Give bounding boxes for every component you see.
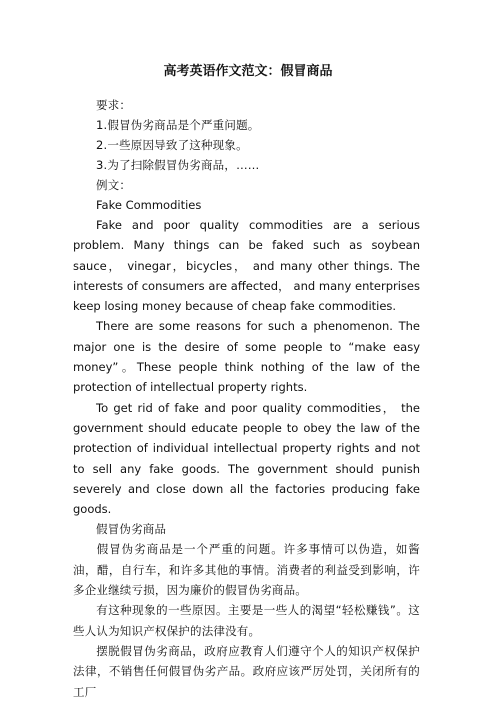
requirement-item: 1.假冒伪劣商品是个严重问题。 <box>96 118 260 132</box>
translation-paragraph-text: 有这种现象的一些原因。主要是一些人的渴望“轻松赚钱”。这些人认为知识产权保护的法律没有。 <box>73 603 420 638</box>
translation-paragraph-text: 摆脱假冒伪劣商品，政府应教育人们遵守个人的知识产权保护法律，不销售任何假冒伪劣产品。政府应该严厉处罚，关闭所有的工厂 <box>73 643 420 699</box>
requirement-item: 3.为了扫除假冒伪劣商品，…… <box>96 158 260 172</box>
translation-title: 假冒伪劣商品 <box>96 522 167 537</box>
requirements-heading: 要求： <box>96 98 132 112</box>
translation-paragraph <box>73 600 420 641</box>
essay-paragraph <box>73 398 420 520</box>
translation-paragraph <box>73 641 420 702</box>
essay-paragraph <box>73 215 420 316</box>
translation-paragraph <box>73 539 420 600</box>
example-heading: 例文： <box>96 178 132 192</box>
requirement-item: 2.一些原因导致了这种现象。 <box>96 138 248 152</box>
essay-paragraph-text: There are some reasons for such a phenomenon. The major one is the desire of some people to “make easy money”。These people think nothing of the law of the protection of intellectual property rights. <box>73 319 420 395</box>
essay-paragraph-text: To get rid of fake and poor quality commodities， the government should educate people to obey the law of the protection of individual intellectual property rights and not to sell any fake goods. The government should punish severely and close down all the factories producing fake goods. <box>73 400 420 517</box>
essay-title: Fake Commodities <box>96 198 202 212</box>
essay-paragraph <box>73 316 420 397</box>
translation-paragraph-text: 假冒伪劣商品是一个严重的问题。许多事情可以伪造，如酱油，醋，自行车，和许多其他的事情。消费者的利益受到影响，许多企业继续亏损，因为廉价的假冒伪劣商品。 <box>73 542 420 598</box>
document-title: 高考英语作文范文：假冒商品 <box>163 64 333 79</box>
document-body <box>73 95 420 702</box>
essay-paragraph-text: Fake and poor quality commodities are a serious problem. Many things can be faked such as soybean sauce， vinegar，bicycles， and many other things. The interests of consumers are affected， and many enterprises keep losing money because of cheap fake commodities. <box>73 218 420 314</box>
